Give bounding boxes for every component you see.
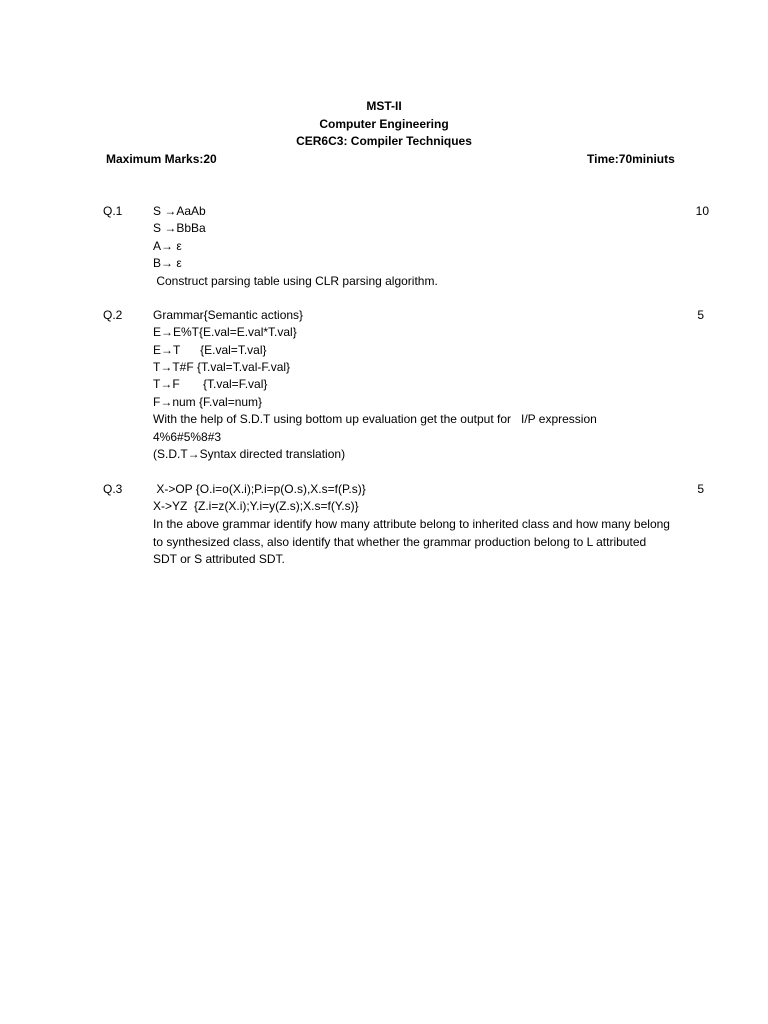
production-line: X->YZ {Z.i=z(X.i);Y.i=y(Z.s);X.s=f(Y.s)}	[153, 499, 359, 513]
question-instruction: In the above grammar identify how many attribute belong to inherited class and how many belong to synthesized class, also identify that whether the grammar production belong to L attributed SDT or S attributed SDT.	[153, 517, 670, 566]
exam-title: MST-II	[366, 99, 402, 113]
production-line: X->OP {O.i=o(X.i);P.i=p(O.s),X.s=f(P.s)}	[153, 482, 366, 496]
question-number: Q.3	[103, 482, 123, 496]
question-instruction: Construct parsing table using CLR parsing algorithm.	[153, 274, 438, 288]
production-line: F→num {F.val=num}	[153, 395, 263, 409]
production-line: E→E%T{E.val=E.val*T.val}	[153, 325, 297, 339]
question-marks: 5	[697, 482, 704, 496]
exam-time: Time:70miniuts	[587, 152, 675, 166]
question-marks: 5	[697, 308, 704, 322]
abbreviation-note: (S.D.T→Syntax directed translation)	[153, 447, 346, 461]
production-line: A→ ε	[153, 239, 182, 253]
input-expression: 4%6#5%8#3	[153, 430, 222, 444]
production-line: S →BbBa	[153, 221, 206, 235]
course-title: CER6C3: Compiler Techniques	[296, 134, 472, 148]
question-marks: 10	[695, 204, 709, 218]
grammar-heading: Grammar{Semantic actions}	[153, 308, 304, 322]
production-line: S →AaAb	[153, 204, 206, 218]
production-line: E→T {E.val=T.val}	[153, 343, 267, 357]
question-number: Q.2	[103, 308, 123, 322]
max-marks: Maximum Marks:20	[106, 152, 217, 166]
question-instruction: With the help of S.D.T using bottom up evaluation get the output for I/P expression	[153, 412, 597, 426]
department-title: Computer Engineering	[319, 117, 449, 131]
production-line: T→F {T.val=F.val}	[153, 377, 268, 391]
production-line: T→T#F {T.val=T.val-F.val}	[153, 360, 291, 374]
question-number: Q.1	[103, 204, 123, 218]
production-line: B→ ε	[153, 256, 182, 270]
